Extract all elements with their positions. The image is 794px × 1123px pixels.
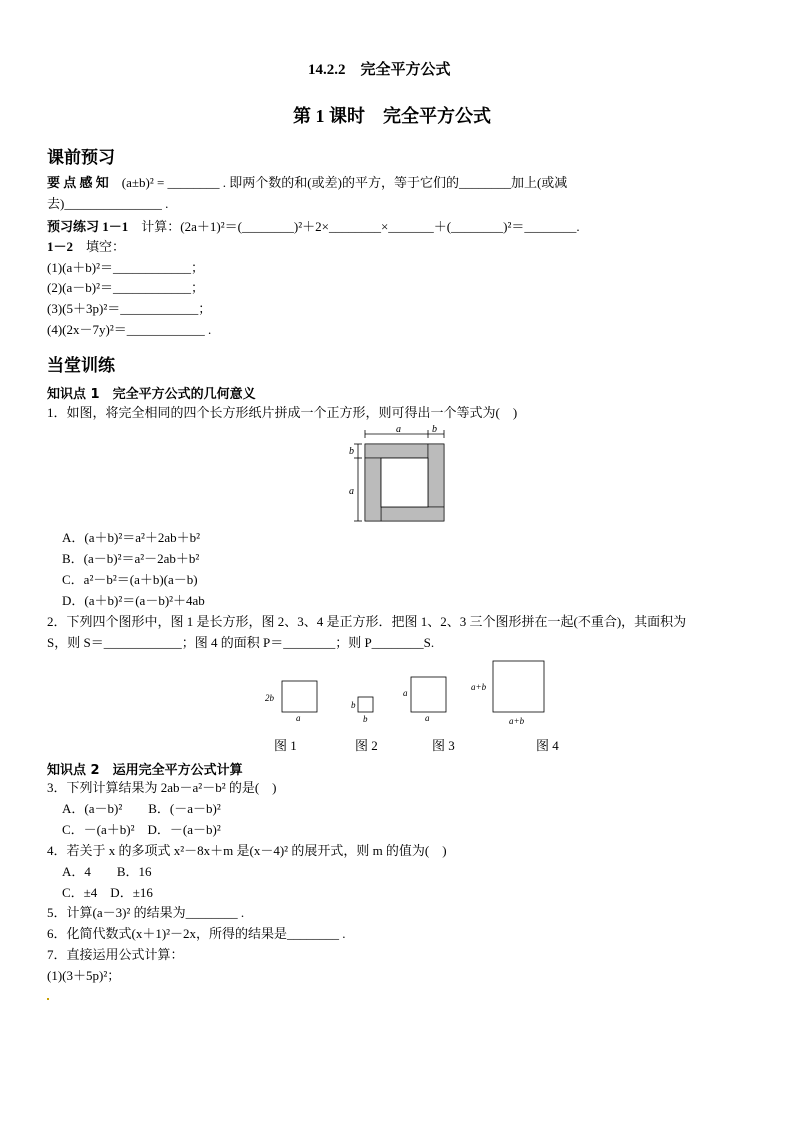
q1-option-a: A．(a＋b)²＝a²＋2ab＋b²	[62, 530, 201, 545]
knowledge-point-1: 知识点 1 完全平方公式的几何意义	[47, 387, 256, 402]
practice-1-2-text: 填空：	[73, 239, 126, 254]
q1-option-d: D．(a＋b)²＝(a－b)²＋4ab	[62, 593, 205, 608]
figure-1-rect	[282, 681, 317, 712]
figure-2-square	[358, 697, 373, 712]
rect-right	[428, 444, 444, 507]
label-b-left: b	[349, 446, 354, 457]
caption-figure-1: 图 1	[274, 738, 297, 753]
question-3: 3．下列计算结果为 2ab－a²－b² 的是( )	[47, 780, 277, 795]
figure-4-square	[493, 661, 544, 712]
section-title: 14.2.2 完全平方公式	[308, 62, 451, 78]
f3-side-label: a	[403, 688, 408, 698]
caption-figure-2: 图 2	[355, 738, 378, 753]
rect-left	[365, 458, 381, 521]
f3-bottom-label: a	[425, 713, 430, 723]
question-2-line2: S，则 S＝____________；图 4 的面积 P＝________；则 P________S.	[47, 635, 435, 650]
key-point-text: (a±b)² = ________ . 即两个数的和(或差)的平方，等于它们的________加上(或减	[108, 175, 568, 190]
label-a-top: a	[396, 424, 401, 435]
label-a-left: a	[349, 486, 354, 497]
fill-item-4: (4)(2x－7y)²＝____________ .	[47, 322, 212, 337]
q1-option-c: C．a²－b²＝(a＋b)(a－b)	[62, 572, 198, 587]
fill-item-3: (3)(5＋3p)²＝____________；	[47, 301, 212, 316]
knowledge-point-2: 知识点 2 运用完全平方公式计算	[47, 763, 243, 778]
square-figure	[340, 424, 450, 524]
f1-bottom-label: a	[296, 713, 301, 723]
preview-heading: 课前预习	[47, 148, 115, 168]
f1-side-label: 2b	[265, 693, 274, 703]
fill-item-1: (1)(a＋b)²＝____________；	[47, 260, 204, 275]
lesson-title: 第 1 课时 完全平方公式	[293, 106, 491, 126]
practice-label: 预习练习 1－1	[47, 219, 129, 234]
f2-bottom-label: b	[363, 714, 368, 724]
practice-1-2	[47, 238, 125, 255]
rect-top	[365, 444, 428, 458]
question-4: 4．若关于 x 的多项式 x²－8x＋m 是(x－4)² 的展开式，则 m 的值为( )	[47, 843, 447, 858]
f4-side-label: a+b	[471, 682, 487, 692]
question-7: 7．直接运用公式计算：	[47, 947, 184, 962]
caption-figure-3: 图 3	[432, 738, 455, 753]
caption-figure-4: 图 4	[536, 738, 559, 753]
question-5: 5．计算(a－3)² 的结果为________ .	[47, 905, 245, 920]
rect-bottom	[381, 507, 444, 521]
key-point-line1	[47, 174, 567, 191]
question-1: 1．如图，将完全相同的四个长方形纸片拼成一个正方形，则可得出一个等式为( )	[47, 405, 518, 420]
inner-square	[381, 458, 428, 507]
q3-options-2: C．－(a＋b)² D．－(a－b)²	[62, 822, 221, 837]
f4-bottom-label: a+b	[509, 716, 525, 726]
q4-options-2: C．±4 D．±16	[62, 885, 153, 900]
label-b-top: b	[432, 424, 437, 435]
q7-item-1: (1)(3＋5p)²；	[47, 968, 121, 983]
q3-options-1: A．(a－b)² B．(－a－b)²	[62, 801, 221, 816]
training-heading: 当堂训练	[47, 356, 115, 376]
practice-1-1	[47, 218, 580, 235]
fill-item-2: (2)(a－b)²＝____________；	[47, 280, 204, 295]
shapes-figure	[255, 655, 565, 730]
figure-3-square	[411, 677, 446, 712]
stray-dot	[47, 998, 49, 1000]
practice-text: 计算：(2a＋1)²＝(________)²＋2×________×_______＋(________)²＝________.	[128, 219, 580, 234]
practice-1-2-label: 1－2	[47, 239, 74, 254]
q1-option-b: B．(a－b)²＝a²－2ab＋b²	[62, 551, 200, 566]
key-point-label: 要 点 感 知	[47, 175, 109, 190]
f2-side-label: b	[351, 700, 356, 710]
question-2-line1: 2．下列四个图形中，图 1 是长方形，图 2、3、4 是正方形．把图 1、2、3 三个图形拼在一起(不重合)，其面积为	[47, 614, 687, 629]
q4-options-1: A．4 B．16	[62, 864, 152, 879]
question-6: 6．化简代数式(x＋1)²－2x，所得的结果是________ .	[47, 926, 346, 941]
key-point-line2: 去)_______________ .	[47, 196, 169, 211]
